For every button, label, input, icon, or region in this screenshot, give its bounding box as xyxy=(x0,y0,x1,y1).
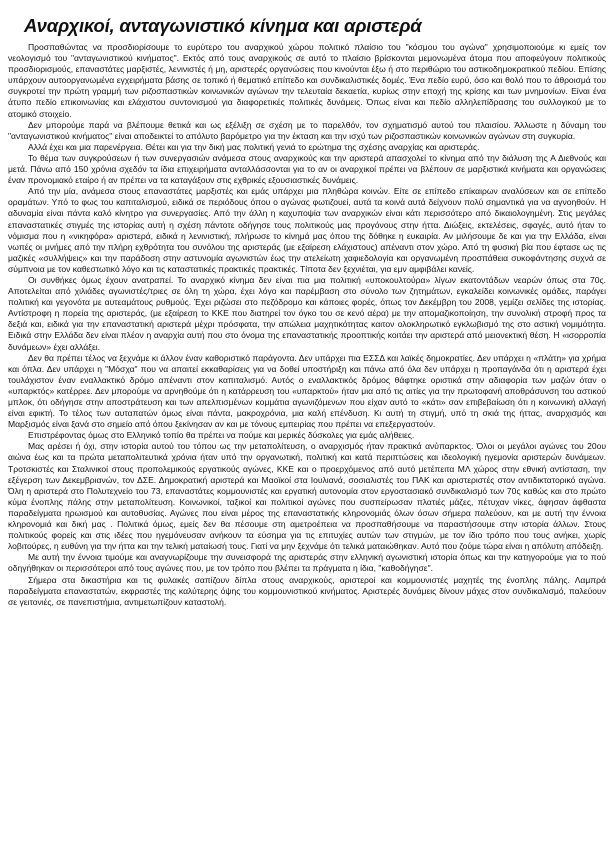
article-title: Αναρχικοί, ανταγωνιστικό κίνημα και αριστερά xyxy=(24,15,422,36)
article-paragraph: Επιστρέφοντας όμως στο Ελληνικό τοπίο θα πρέπει να πούμε και μερικές δύσκολες για εμάς αλήθειες. xyxy=(28,430,415,441)
article-paragraph: Από την μία, ανάμεσα στους επαναστάτες μαρξιστές και εμάς υπάρχει μια πληθώρα κοινών. Είτε σε επίπεδο επίκαιρων αναλύσεων και σε επίπεδο οραμάτων. Υπό το φως του καπιταλισμού, ειδικά σε περιόδους όπου ο αγώνας φωτιζουεί, αυτά τα κοινά αυτά δείχνουν πολύ σημαντικά για να αγνοηθούν. Η αδυναμία είναι πάντα καλό κίνητρο για συνεργασίες. Από την άλλη η καχυποψία των αναρχικών είναι κάτι περισσότερο από δικαιολογημένη. Στις μεγάλες επαναστατικές στιγμές της ιστορίας αυτή η σχέση πάντοτε οδήγησε τους πολιτικούς μας προγόνους στην ήττα. Διώξεις, εκτελέσεις, σφαγές, αυτό ήταν το νόμισμα που η «νικηφόρα» αριστερά, ειδικά η λενινιστική, πλήρωσε το κίνημά μας όπου της δόθηκε η ευκαιρία. Αν μιλήσουμε δε και για την Ελλάδα, είναι νωπές οι μνήμες από την πλήρη εχθρότητα του συνόλου της αριστεράς (με εξαίρεση ελάχιστους) απέναντι στον χώρο. Από τη φυσική βία που έφτασε ως τις μαζικές «συλλήψεις» και την παράδοση στην αστυνομία αγωνιστών έως την ατελείωτη χαφιεδολογία και οργανωμένη προσπάθεια συκοφάντησης συχνά σε σύμπνοια με τον καθεστωτικό λόγο και τις καταστατικές πρακτικές πρακτικές. Τίποτα δεν ξεχνιέται, για εμν αμφιβάλει κανείς. xyxy=(8,186,606,274)
article-paragraph: Αλλά έχει και μια παρενέργεια. Θέτει και για την δική μας πολιτική γενιά το ερώτημα της σχέσης αναρχίας και αριστεράς. xyxy=(28,141,480,152)
article-paragraph: Δεν θα πρέπει τέλος να ξεχνάμε κι άλλον έναν καθοριστικό παράγοντα. Δεν υπάρχει πια ΕΣΣΔ και λαϊκές δημοκρατίες. Δεν υπάρχει η «πλάτη» για χρήμα και όπλα. Δεν υπάρχει η "Μόσχα" που να απαιτεί εκκαθαρίσεις για να δοθεί υποστήριξη και πάνω από όλα δεν υπάρχει η προπαγάνδα ότι η αριστερά έχει τουλάχιστον έναν εναλλακτικό δρόμο απέναντι στον καπιταλισμό. Αυτός ο εναλλακτικός δρόμος θάφτηκε οριστικά στην αδιαφορία των μαζών όταν ο «υπαρκτός» κατέρρεε. Δεν μπορούμε να αρνηθούμε ότι η κατάρρευση του «υπαρκτού» ήταν μια από τις αιτίες για την πρωτοφανή αποθράσυνση του αστικού μπλοκ, ότι οδήγησε στην αποστράτευση και των απελπισμένων κομμάτια αγωνιζόμενων που είχαν αυτό το «κάτι» σαν επιβεβαίωση ότι η κοινωνική αλλαγή είναι εφικτή. Το τέλος των αυταπατών όμως είναι πάντα, μακροχρόνια, μια καλή επένδυση. Κι αυτή τη στιγμή, υπό τη σκιά της ήττας, αναρχισμός και Μαρξισμός είναι ξανά στο σημείο από όπου ξεκίνησαν αν και με τόνους εμπειρίας που πρέπει να επεξεργαστούν. xyxy=(8,352,606,430)
article-paragraph: Με αυτή την έννοια τιμούμε και αναγνωρίζουμε την συνεισφορά της αριστεράς στην ελληνική αγωνιστική ιστορία όπως και την κατηγορούμε για το πού οδηγήθηκαν οι περισσότεροι από τους αγώνες που, με τον τρόπο που βλέπει τα πράγματα η ίδια, "καθοδήγησε". xyxy=(8,552,606,574)
article-paragraph: Σήμερα στα δικαστήρια και τις φυλακές σαπίζουν δίπλα στους αναρχικούς, αριστεροί και κομμουνιστές μαχητές της ένοπλης πάλης. Λαμπρά παραδείγματα επαναστατών, εκφραστές της καλύτερης όψης του κομμουνιστικού κινήματος. Αριστερές δυνάμεις δίνουν μάχες στον συνδικαλισμό, παλεύουν σε γειτονιές, σε πανεπιστήμια, αντιμετωπίζουν καταστολή. xyxy=(8,574,606,607)
article-paragraph: Προσπαθώντας να προσδιορίσουμε το ευρύτερο του αναρχικού χώρου πολιτικό πλαίσιο του "κόσμου του αγώνα" χρησιμοποιούμε κι εμείς τον νεολογισμό του "ανταγωνιστικού κινήματος". Εκτός από τους αναρχικούς σε αυτό το πλαίσιο βρίσκονται μεμονωμένα άτομα που αποφεύγουν πολιτικούς προσδιορισμούς, επαναστάτες μαρξιστές, λενινιστές ή μη, αριστερές οργανώσεις που κινούνται έξω ή στο περιθώριο του αστικοδημοκρατικού πεδίου. Επίσης υπάρχουν αυτοοργανωμένα εγχειρήματα βάσης σε τοπικό ή θεματικό επίπεδο και συνδικαλιστικές δομές. Ένα πεδίο ευρύ, όσο και θολό που το άθροισμά του συγκροτεί την πρώτη γραμμή των ριζοσπαστικών κοινωνικών αγώνων την τελευταία δεκαετία, κυρίως στην εποχή της κρίσης και των μνημονίων. Είναι ένα άτυπο πεδίο επικοινωνίας και ελάχιστου συντονισμού για διαφορετικές πολιτικές δυνάμεις. Όπως είναι και πεδίο αλληλεπίδρασης του συλλογικού με το ατομικό στοιχείο. xyxy=(8,42,606,119)
article-body xyxy=(8,42,606,608)
article-paragraph: Μας αρέσει ή όχι, στην ιστορία αυτού του τόπου ως την μεταπολίτευση, ο αναρχισμός ήταν πρακτικά ανύπαρκτος. Όλοι οι μεγάλοι αγώνες του 20ου αιώνα έως και τα πρώτα μεταπολιτευτικά χρόνια ήταν υπό την οργανωτική, πολιτική και κατά περιπτώσεις και ιδεολογική ηγεμονία αριστερών δυνάμεων. Τροτσκιστές και Σταλινικοί στους προπολεμικούς εργατικούς αγώνες, ΚΚΕ και ο προερχόμενος από αυτό μετέπειτα ΜΛ χώρος στην εθνική αντίσταση, την εξέγερση των Δεκεμβριανών, τον ΔΣΕ. Δημοκρατική αριστερά και Μαοϊκοί στα Ιουλιανά, σοσιαλιστές του ΠΑΚ και αριστεριστές στον αντιδικτατορικό αγώνα. Όλη η αριστερά στο Πολυτεχνείο του 73, επαναστάτες κομμουνιστές και εργατική αυτονομία στον εργοστασιακό συνδικαλισμό των 70ς καθώς και στο πρώτο κύμα ένοπλης πάλης στην μεταπολίτευση. Κοινωνικοί, ταξικοί και πολιτικοί αγώνες που συσπείρωσαν πλατιές μάζες, πέτυχαν νίκες, άφησαν άφθαστα παραδείγματα ηρωισμού και αυτοθυσίας. Αγώνες που είναι μέρος της επαναστατικής κληρονομιάς όλων όσων σήμερα παλεύουν, και με αυτή την έννοια κληρονομιά και δική μας . Πολιτικά όμως, εμείς δεν θα πέσουμε στη αμετροέπεια να προσπαθήσουμε να παραστήσουμε στην ιστορία άλλων. Στους πολιτικούς φορείς και στις ιδέες που ηγεμόνευσαν ανήκουν τα εύσημα για τις επιτυχίες αυτών των στιγμών, με τον ίδιο τρόπο που τους ανήκει, χωρίς λοβιτούρες, η ευθύνη για την ήττα και την τελική ματαίωσή τους. Γιατί να μην ξεχνάμε ότι τελικά ματαιώθηκαν. Αυτό που ζούμε τώρα είναι η απόλυτη απόδειξη. xyxy=(8,441,606,552)
article-paragraph: Δεν μπορούμε παρά να βλέπουμε θετικά και ως εξέλιξη σε σχέση με το παρελθόν, τον σχηματισμό αυτού του πλαισίου. Άλλωστε η δύναμη του "ανταγωνιστικού κινήματος" είναι αποδεικτεί το απόλυτο βαρόμετρο για την έκταση και την ισχύ των ριζοσπαστικών κοινωνικών αγώνων στη συγκυρία. xyxy=(8,119,606,141)
article-paragraph: Το θέμα των συγκρούσεων ή των συνεργασιών ανάμεσα στους αναρχικούς και την αριστερά απασχολεί το κίνημα από την διάλυση της Α Διεθνούς και μετά. Πάνω από 150 χρόνια σχεδόν τα ίδια επιχειρήματα ανταλλάσσονται για το αν οι αναρχικοί πρέπει να βλέπουν σε μαρξιστικά κινήματα και οργανώσεις έναν προνομιακό εταίρο ή αν πρέπει να τα καταγάξουν στις εχθρικές εξουσιαστικές δυνάμεις. xyxy=(8,152,606,186)
article-paragraph: Οι συνθήκες όμως έχουν ανατραπεί. Το αναρχικό κίνημα δεν είναι πια μια πολιτική «υποκουλτούρα» λίγων εκατοντάδων νεαρών όπως στα 70ς. Αποτελείται από χιλιάδες αγωνιστές/τριες σε όλη τη χώρα, έχει λόγο και παρέμβαση στο σύνολο των ζητημάτων, εγκαλείδει κοινωνικές ομάδες, παράγει πολιτική και γεγονότα με αυτεαμάτους ρυθμούς. Έχει ριζώσει στο πεζόδρομο και κάποιες φορές, όπως τον Δεκέμβρη του 2008, γεμίζει σελίδες της ιστορίας. Αντίστροφη η πορεία της αριστεράς, (με εξαίρεση το ΚΚΕ που διατηρεί τον όγκο του σε κενό αέρα) με την απομαζικοποίηση, την συνολική στροφή προς τα δεξιά και, ειδικά για την επαναστατική αριστερά μέχρι πρόσφατα, την απώλεια μαχητικότητας καιτον ολοκληρωτικό εγκλωβισμό της στο αστική νομιμότητα. Ειδικά στην Ελλάδα δεν είναι πλέον η αναρχία αυτή που στο όνομα της επαναστατικής προοπτικής κοιτάει την αριστερά από μειονεκτική θέση. Η «ισορροπία δυνάμεων» έχει αλλάξει. xyxy=(8,274,606,352)
